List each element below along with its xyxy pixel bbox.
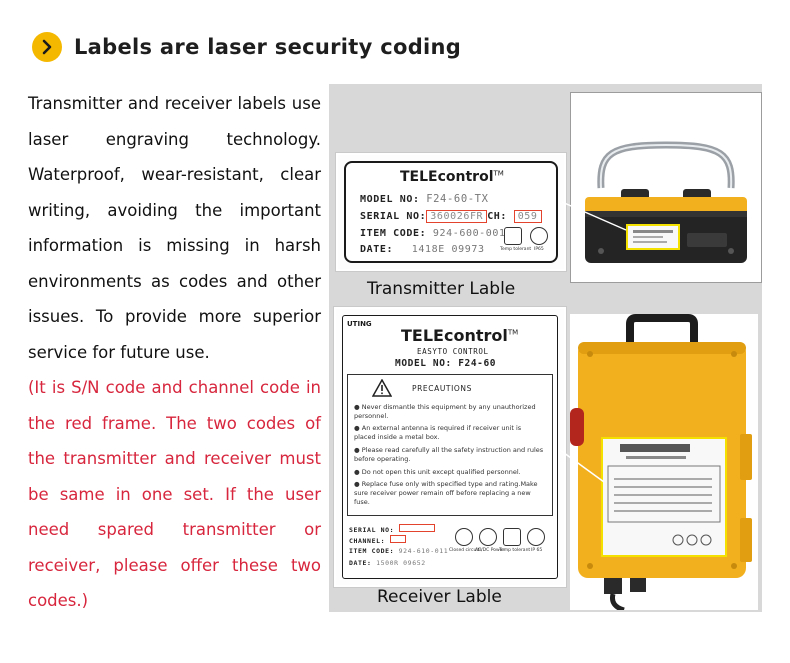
ip65-icon <box>530 227 548 245</box>
receiver-label-plate <box>342 315 558 579</box>
ip65-caption: IP65 <box>534 247 544 252</box>
chevron-right-circle-icon <box>32 32 62 62</box>
transmitter-model-row: MODEL NO: F24-60-TX <box>360 193 489 205</box>
symbol-caption: Closed circuits <box>449 548 482 553</box>
symbol-caption: AC/DC Power <box>475 548 505 553</box>
section-title: Labels are laser security coding <box>74 35 462 59</box>
receiver-callout-line <box>558 448 610 488</box>
precaution-item: ● An external antenna is required if receiver unit is placed inside a metal box. <box>354 424 522 441</box>
description-text <box>28 86 321 619</box>
precautions-box <box>347 374 553 516</box>
receiver-channel-row: CHANNEL: <box>349 535 406 545</box>
receiver-serial-row: SERIAL NO: <box>349 524 435 534</box>
temperature-icon <box>504 227 522 245</box>
transmitter-date-row: DATE: 1418E 09973 <box>360 244 485 255</box>
receiver-brand-logo: TELEcontrol™ <box>401 326 519 345</box>
receiver-item-row: ITEM CODE: 924-610-011 <box>349 547 449 555</box>
transmitter-serial-row: SERIAL NO: 360026FR CH: 059 <box>360 210 542 223</box>
receiver-small-brand: UTING <box>347 320 372 328</box>
description-paragraph: Transmitter and receiver labels use laser engraving technology. Waterproof, wear-resistant, clear writing, avoiding the important information is missing in harsh environments as codes and other issues. To provide more superior service for future use. <box>28 94 321 362</box>
precautions-title: PRECAUTIONS <box>412 384 472 393</box>
transmitter-label-image <box>336 153 566 271</box>
warning-icon <box>372 379 392 397</box>
transmitter-brand-logo: TELEcontrol™ <box>400 169 504 185</box>
receiver-date-row: DATE: 1500R 09652 <box>349 559 426 567</box>
transmitter-callout-line <box>560 200 630 240</box>
receiver-caption: Receiver Lable <box>377 587 502 607</box>
receiver-channel-red-frame <box>390 535 406 543</box>
symbol-caption: IP 65 <box>531 548 543 553</box>
receiver-model: MODEL NO: F24-60 <box>395 358 497 369</box>
transmitter-serial-red-frame: 360026FR <box>426 210 487 223</box>
power-icon <box>479 528 497 546</box>
transmitter-item-row: ITEM CODE: 924-600-001 <box>360 228 506 239</box>
receiver-subtitle: EASYTO CONTROL <box>417 347 489 356</box>
transmitter-label-plate <box>344 161 558 263</box>
transmitter-channel-red-frame: 059 <box>514 210 542 223</box>
closed-circuit-icon <box>455 528 473 546</box>
red-note-paragraph: (It is S/N code and channel code in the red frame. The two codes of the transmitter and receiver must be same in one set. If the user need spared transmitter or receiver, please offer these two codes.) <box>28 378 321 610</box>
precaution-item: ● Please read carefully all the safety instruction and rules before operating. <box>354 446 544 463</box>
section-header <box>32 30 461 64</box>
temp-caption: Temp tolerant <box>500 247 532 252</box>
symbol-caption: Temp tolerant <box>499 548 531 553</box>
temperature-icon <box>503 528 521 546</box>
precaution-item: ● Replace fuse only with specified type and rating.Make sure receiver power remain off before replacing a new fuse. <box>354 480 538 506</box>
receiver-label-image <box>334 307 566 587</box>
ip65-icon <box>527 528 545 546</box>
precaution-item: ● Never dismantle this equipment by any unauthorized personnel. <box>354 403 536 420</box>
transmitter-device-photo <box>570 92 762 283</box>
precaution-item: ● Do not open this unit except qualified personnel. <box>354 468 521 476</box>
receiver-serial-red-frame <box>399 524 435 532</box>
transmitter-caption: Transmitter Lable <box>367 279 516 299</box>
